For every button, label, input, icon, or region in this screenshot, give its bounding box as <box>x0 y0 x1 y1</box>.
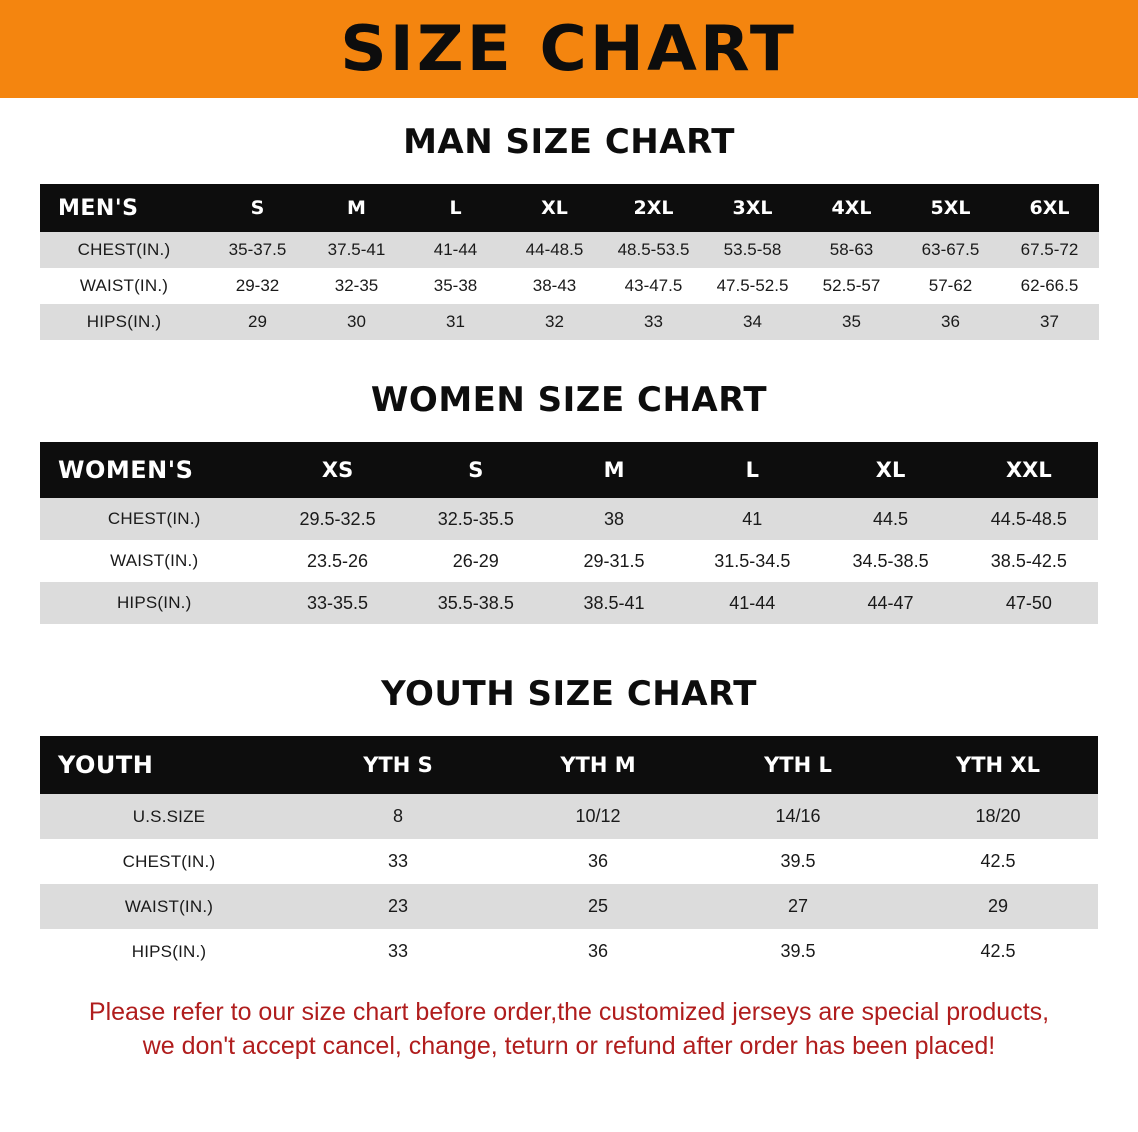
footer-note <box>36 996 1102 1064</box>
women-row-0-label: CHEST(IN.) <box>40 498 268 540</box>
youth-cell-0-0: 8 <box>298 794 498 839</box>
women-cell-2-5: 47-50 <box>960 582 1098 624</box>
youth-size-table <box>40 736 1098 974</box>
women-cell-2-2: 38.5-41 <box>545 582 683 624</box>
youth-row-1-label: CHEST(IN.) <box>40 839 298 884</box>
youth-cell-1-0: 33 <box>298 839 498 884</box>
youth-row-0-label: U.S.SIZE <box>40 794 298 839</box>
women-col-3: L <box>683 442 821 498</box>
man-col-2: L <box>406 184 505 232</box>
youth-row-2-label: WAIST(IN.) <box>40 884 298 929</box>
footer-note-line-2: we don't accept cancel, change, teturn or refund after order has been placed! <box>142 1031 996 1060</box>
women-col-4: XL <box>821 442 959 498</box>
women-cell-1-3: 31.5-34.5 <box>683 540 821 582</box>
page-banner <box>0 0 1138 98</box>
youth-col-1: YTH M <box>498 736 698 794</box>
women-table-head <box>40 442 1098 498</box>
women-col-0: XS <box>268 442 406 498</box>
women-cell-1-5: 38.5-42.5 <box>960 540 1098 582</box>
man-col-1: M <box>307 184 406 232</box>
youth-cell-0-3: 18/20 <box>898 794 1098 839</box>
youth-cell-2-1: 25 <box>498 884 698 929</box>
man-row-2-label: HIPS(IN.) <box>40 304 208 340</box>
women-table-corner: WOMEN'S <box>40 442 268 498</box>
man-cell-2-1: 30 <box>307 304 406 340</box>
youth-cell-0-2: 14/16 <box>698 794 898 839</box>
women-col-5: XXL <box>960 442 1098 498</box>
man-cell-1-6: 52.5-57 <box>802 268 901 304</box>
table-row <box>40 929 1098 974</box>
table-row <box>40 268 1099 304</box>
women-size-table <box>40 442 1098 624</box>
table-row <box>40 540 1098 582</box>
table-row <box>40 232 1099 268</box>
page-title: SIZE CHART <box>340 12 798 85</box>
women-cell-2-3: 41-44 <box>683 582 821 624</box>
youth-col-0: YTH S <box>298 736 498 794</box>
women-cell-0-5: 44.5-48.5 <box>960 498 1098 540</box>
table-header-row <box>40 736 1098 794</box>
youth-cell-2-2: 27 <box>698 884 898 929</box>
man-cell-0-2: 41-44 <box>406 232 505 268</box>
women-cell-1-0: 23.5-26 <box>268 540 406 582</box>
women-cell-0-4: 44.5 <box>821 498 959 540</box>
man-col-8: 6XL <box>1000 184 1099 232</box>
man-table-body <box>40 232 1099 340</box>
table-row <box>40 794 1098 839</box>
man-table-wrapper <box>40 184 1098 340</box>
man-col-5: 3XL <box>703 184 802 232</box>
man-col-0: S <box>208 184 307 232</box>
man-cell-2-2: 31 <box>406 304 505 340</box>
women-row-2-label: HIPS(IN.) <box>40 582 268 624</box>
youth-table-wrapper <box>40 736 1098 974</box>
man-row-0-label: CHEST(IN.) <box>40 232 208 268</box>
youth-cell-1-1: 36 <box>498 839 698 884</box>
man-cell-0-7: 63-67.5 <box>901 232 1000 268</box>
man-cell-0-1: 37.5-41 <box>307 232 406 268</box>
man-cell-2-3: 32 <box>505 304 604 340</box>
man-table-head <box>40 184 1099 232</box>
women-row-1-label: WAIST(IN.) <box>40 540 268 582</box>
man-cell-2-5: 34 <box>703 304 802 340</box>
man-size-table <box>40 184 1099 340</box>
youth-table-head <box>40 736 1098 794</box>
man-cell-2-0: 29 <box>208 304 307 340</box>
women-col-1: S <box>407 442 545 498</box>
man-section-heading: MAN SIZE CHART <box>403 122 735 162</box>
man-cell-0-8: 67.5-72 <box>1000 232 1099 268</box>
man-col-4: 2XL <box>604 184 703 232</box>
man-cell-0-5: 53.5-58 <box>703 232 802 268</box>
women-cell-0-2: 38 <box>545 498 683 540</box>
youth-row-3-label: HIPS(IN.) <box>40 929 298 974</box>
man-cell-2-8: 37 <box>1000 304 1099 340</box>
women-table-body <box>40 498 1098 624</box>
man-cell-1-2: 35-38 <box>406 268 505 304</box>
youth-cell-2-0: 23 <box>298 884 498 929</box>
women-cell-1-4: 34.5-38.5 <box>821 540 959 582</box>
youth-col-3: YTH XL <box>898 736 1098 794</box>
youth-cell-1-2: 39.5 <box>698 839 898 884</box>
man-cell-0-6: 58-63 <box>802 232 901 268</box>
man-cell-1-3: 38-43 <box>505 268 604 304</box>
youth-section-heading: YOUTH SIZE CHART <box>381 674 757 714</box>
women-cell-1-1: 26-29 <box>407 540 545 582</box>
women-cell-0-3: 41 <box>683 498 821 540</box>
man-cell-1-1: 32-35 <box>307 268 406 304</box>
man-cell-0-3: 44-48.5 <box>505 232 604 268</box>
youth-table-body <box>40 794 1098 974</box>
women-cell-2-1: 35.5-38.5 <box>407 582 545 624</box>
women-section-heading: WOMEN SIZE CHART <box>370 380 768 420</box>
table-row <box>40 582 1098 624</box>
footer-note-line-1: Please refer to our size chart before order,the customized jerseys are special products, <box>88 998 1050 1026</box>
table-header-row <box>40 442 1098 498</box>
man-cell-0-0: 35-37.5 <box>208 232 307 268</box>
man-cell-2-7: 36 <box>901 304 1000 340</box>
table-row <box>40 498 1098 540</box>
youth-cell-0-1: 10/12 <box>498 794 698 839</box>
man-cell-2-6: 35 <box>802 304 901 340</box>
man-cell-0-4: 48.5-53.5 <box>604 232 703 268</box>
women-cell-0-0: 29.5-32.5 <box>268 498 406 540</box>
table-row <box>40 884 1098 929</box>
man-cell-1-4: 43-47.5 <box>604 268 703 304</box>
women-cell-0-1: 32.5-35.5 <box>407 498 545 540</box>
man-cell-2-4: 33 <box>604 304 703 340</box>
man-table-corner: MEN'S <box>40 184 208 232</box>
man-col-3: XL <box>505 184 604 232</box>
youth-cell-1-3: 42.5 <box>898 839 1098 884</box>
man-cell-1-0: 29-32 <box>208 268 307 304</box>
man-cell-1-8: 62-66.5 <box>1000 268 1099 304</box>
table-row <box>40 839 1098 884</box>
table-header-row <box>40 184 1099 232</box>
women-table-wrapper <box>40 442 1098 624</box>
youth-col-2: YTH L <box>698 736 898 794</box>
youth-cell-2-3: 29 <box>898 884 1098 929</box>
women-cell-2-4: 44-47 <box>821 582 959 624</box>
youth-cell-3-3: 42.5 <box>898 929 1098 974</box>
women-cell-2-0: 33-35.5 <box>268 582 406 624</box>
youth-table-corner: YOUTH <box>40 736 298 794</box>
table-row <box>40 304 1099 340</box>
women-cell-1-2: 29-31.5 <box>545 540 683 582</box>
man-col-6: 4XL <box>802 184 901 232</box>
youth-cell-3-2: 39.5 <box>698 929 898 974</box>
man-cell-1-5: 47.5-52.5 <box>703 268 802 304</box>
youth-cell-3-1: 36 <box>498 929 698 974</box>
man-cell-1-7: 57-62 <box>901 268 1000 304</box>
youth-cell-3-0: 33 <box>298 929 498 974</box>
man-col-7: 5XL <box>901 184 1000 232</box>
women-col-2: M <box>545 442 683 498</box>
man-row-1-label: WAIST(IN.) <box>40 268 208 304</box>
